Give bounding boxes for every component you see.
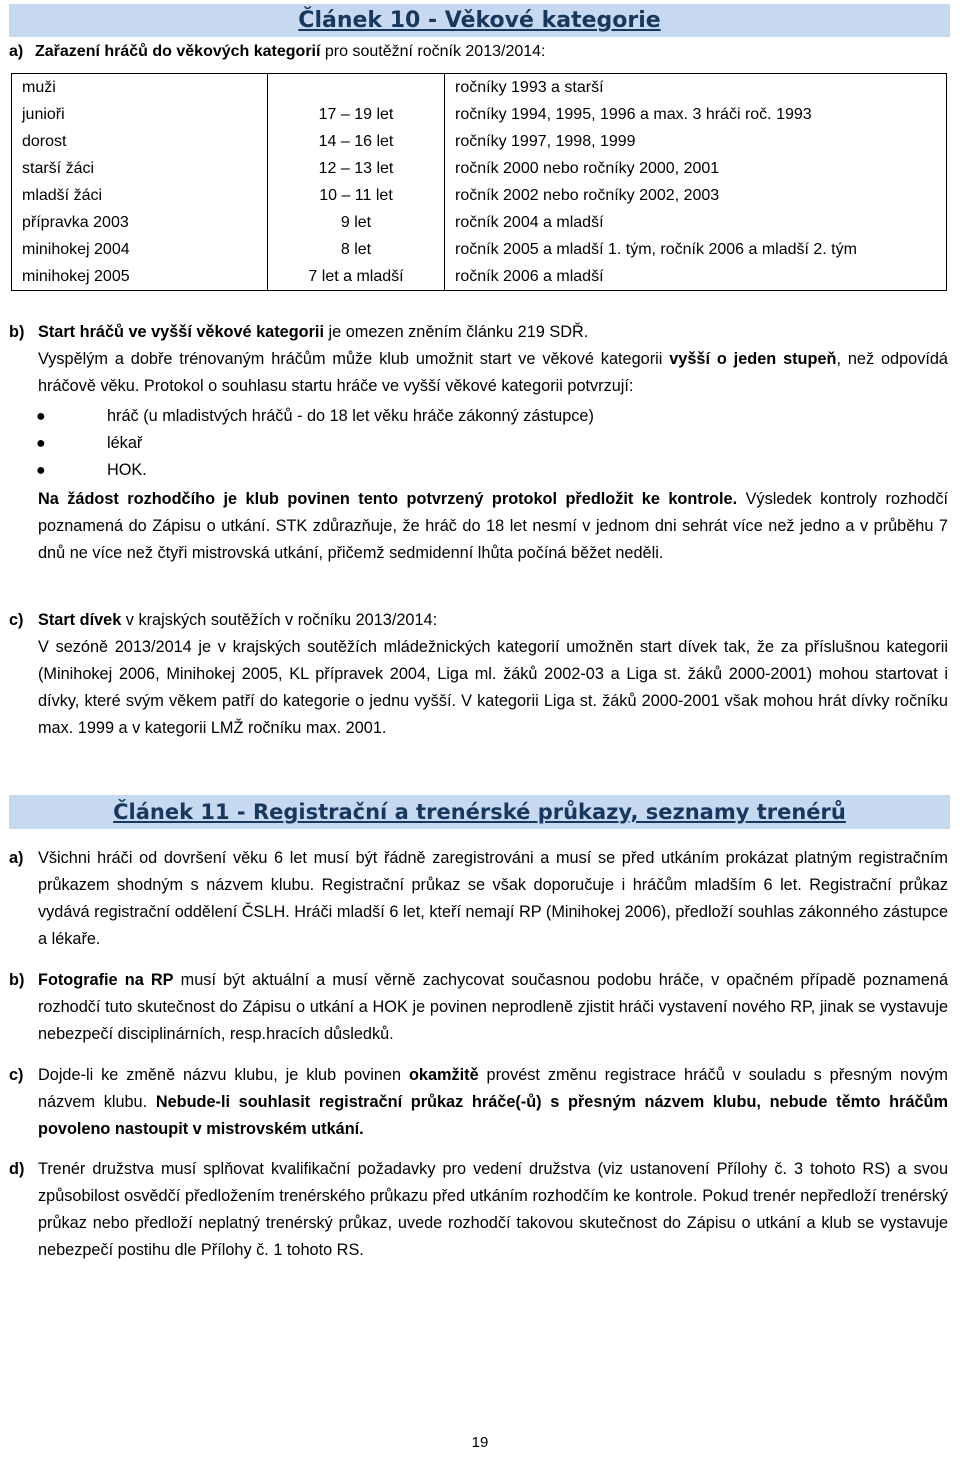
category-years: ročníky 1993 a starší: [455, 78, 604, 96]
section-c-paragraph: V sezóně 2013/2014 je v krajských soutěžích mládežnických kategorií umožněn start dívek tak, že za příslušnou kategorii (Minihokej 2006, Minihokej 2005, KL přípravek 2004, Liga ml. žáků 2002-03 a Liga st. žáků 2000-2001) mohou startovat i dívky, které svým věkem patří do kategorie o jednu vyšší. V kategorii Liga st. žáků 2000-2001 však mohou hrát dívky ročníku max. 1999 a v kategorii LMŽ ročníku max. 2001.: [38, 638, 948, 737]
art11-a-text: Všichni hráči od dovršení věku 6 let musí být řádně zaregistrováni a musí se před utkáním prokázat platným registračním průkazem shodným s názvem klubu. Registrační průkaz se však doporučuje i hráčům mladším 6 let. Registrační průkaz vydává registrační oddělení ČSLH. Hráči mladší 6 let, kteří nemají RP (Minihokej 2006), předloží souhlas zákonného zástupce a lékaře.: [38, 849, 948, 948]
age-category-table: [11, 73, 947, 291]
category-years: ročník 2005 a mladší 1. tým, ročník 2006 a mladší 2. tým: [455, 240, 857, 258]
category-years: ročník 2000 nebo ročníky 2000, 2001: [455, 159, 720, 177]
section-c-bold: Start dívek: [38, 611, 122, 629]
art11-c-text-1: Dojde-li ke změně názvu klubu, je klub povinen: [38, 1066, 409, 1084]
category-name: minihokej 2005: [12, 263, 268, 291]
category-years: ročníky 1994, 1995, 1996 a max. 3 hráči roč. 1993: [455, 105, 812, 123]
section-a-rest: pro soutěžní ročník 2013/2014:: [320, 43, 546, 60]
section-b-rest: je omezen zněním článku 219 SDŘ.: [323, 323, 589, 341]
section-a-heading: [9, 41, 545, 63]
category-row: [12, 209, 947, 236]
category-age: 17 – 19 let: [268, 101, 445, 128]
category-row: [12, 182, 947, 209]
art11-c-label: c): [9, 1066, 24, 1084]
art11-d-text: Trenér družstva musí splňovat kvalifikační požadavky pro vedení družstva (viz ustanovení Přílohy č. 3 tohoto RS) a svou způsobilost osvědčí předložením trenérského průkazu před utkáním rozhodčím ke kontrole. Pokud trenér nepředloží trenérský průkaz nebo předloží neplatný trenérský průkaz, uvede rozhodčí takovou skutečnost do Zápisu o utkání a klub se vystavuje nebezpečí postihu dle Přílohy č. 1 tohoto RS.: [38, 1160, 948, 1259]
section-a-bold: Zařazení hráčů do věkových kategorií: [35, 43, 321, 60]
section-c: [9, 607, 948, 742]
article-10-title: Článek 10 - Věkové kategorie: [9, 4, 950, 37]
category-age: 12 – 13 let: [268, 155, 445, 182]
category-age: 7 let a mladší: [268, 263, 445, 291]
category-age: [268, 74, 445, 102]
art11-section-d: [9, 1156, 948, 1264]
category-name: dorost: [12, 128, 268, 155]
art11-b-rest: musí být aktuální a musí věrně zachycovat současnou podobu hráče, v opačném případě poznamená rozhodčí tuto skutečnost do Zápisu o utkání a HOK je povinen neprodleně zjistit hráči vystavení nového RP, jinak se vystavuje nebezpečí disciplinárních, resp.hracích důsledků.: [38, 971, 948, 1043]
category-name: mladší žáci: [12, 182, 268, 209]
category-years: ročník 2006 a mladší: [455, 267, 604, 285]
category-years: ročník 2002 nebo ročníky 2002, 2003: [455, 186, 720, 204]
art11-c-text-2: provést změnu registrace hráčů v souladu s přesným novým názvem klubu.: [38, 1066, 948, 1111]
art11-d-label: d): [9, 1160, 25, 1178]
bullet-text: lékař: [107, 434, 143, 452]
category-age: 10 – 11 let: [268, 182, 445, 209]
category-name: junioři: [12, 101, 268, 128]
section-b-p1-end: , než odpovídá hráčově věku. Protokol o souhlasu startu hráče ve vyšší věkové kategorii potvrzují:: [38, 350, 948, 395]
section-a-label: a): [9, 43, 24, 60]
section-b-paragraph-1: [9, 346, 948, 400]
category-name: muži: [12, 74, 268, 102]
category-age: 9 let: [268, 209, 445, 236]
art11-c-bold-2: Nebude-li souhlasit registrační průkaz hráče(-ů) s přesným názvem klubu, nebude těmto hráčům povoleno nastoupit v mistrovském utkání.: [38, 1093, 948, 1138]
art11-b-label: b): [9, 971, 25, 989]
category-row: [12, 128, 947, 155]
section-b-p2-bold: Na žádost rozhodčího je klub povinen tento potvrzený protokol předložit ke kontrole.: [38, 490, 738, 508]
category-age: 8 let: [268, 236, 445, 263]
bullet-text: HOK.: [107, 461, 147, 479]
art11-a-label: a): [9, 849, 24, 867]
category-years: ročníky 1997, 1998, 1999: [455, 132, 636, 150]
category-name: přípravka 2003: [12, 209, 268, 236]
page-number: 19: [471, 1434, 489, 1451]
article-11-title: Článek 11 - Registrační a trenérské průkazy, seznamy trenérů: [9, 795, 950, 829]
category-row: [12, 101, 947, 128]
bullet-text: hráč (u mladistvých hráčů - do 18 let věku hráče zákonný zástupce): [107, 407, 594, 425]
category-age: 14 – 16 let: [268, 128, 445, 155]
category-years: ročník 2004 a mladší: [455, 213, 604, 231]
art11-b-bold: Fotografie na RP: [38, 971, 174, 989]
bullet-icon: ●: [36, 408, 46, 425]
section-b-label: b): [9, 323, 25, 341]
section-b-paragraph-2: [9, 486, 948, 567]
bullet-list: [36, 403, 936, 484]
art11-section-a: [9, 845, 948, 953]
art11-section-c: [9, 1062, 948, 1143]
section-b: [9, 319, 948, 400]
category-row: [12, 236, 947, 263]
category-name: starší žáci: [12, 155, 268, 182]
category-row: [12, 155, 947, 182]
section-b-p2-rest: Výsledek kontroly rozhodčí poznamená do Zápisu o utkání. STK zdůrazňuje, že hráč do 18 let nesmí v jednom dni sehrát více než jedno a v průběhu 7 dnů ne více než čtyři mistrovská utkání, přičemž sedmidenní lhůta počíná běžet neděli.: [38, 490, 948, 562]
category-row: [12, 74, 947, 102]
category-row: [12, 263, 947, 291]
art11-c-bold-1: okamžitě: [408, 1066, 479, 1084]
section-b-p1-bold: vyšší o jeden stupeň: [669, 350, 837, 368]
bullet-icon: ●: [36, 435, 46, 452]
section-c-rest: v krajských soutěžích v ročníku 2013/2014:: [121, 611, 438, 629]
category-name: minihokej 2004: [12, 236, 268, 263]
section-c-label: c): [9, 611, 24, 629]
bullet-icon: ●: [36, 462, 46, 479]
section-b-p1-text: Vyspělým a dobře trénovaným hráčům může klub umožnit start ve věkové kategorii: [38, 350, 670, 368]
section-b-bold: Start hráčů ve vyšší věkové kategorii: [38, 323, 324, 341]
art11-section-b: [9, 967, 948, 1048]
